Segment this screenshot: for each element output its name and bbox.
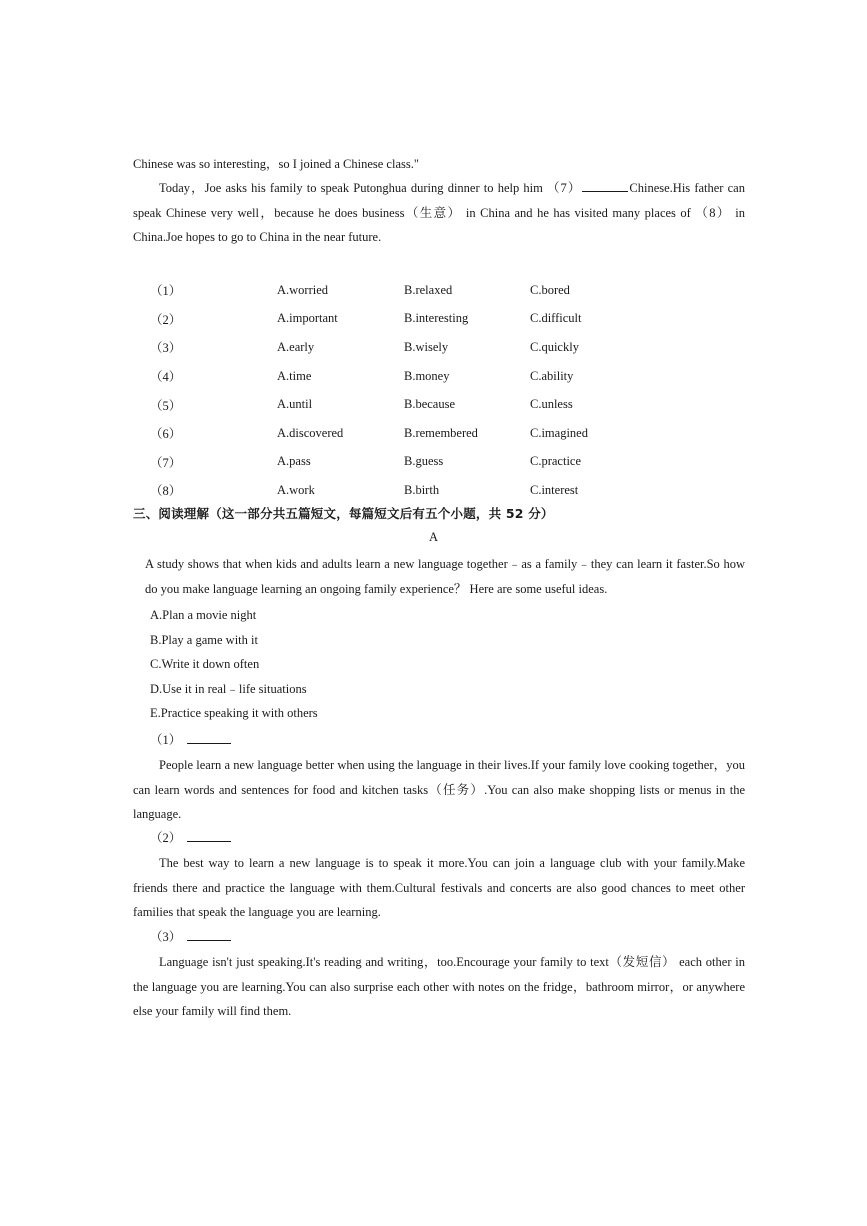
option-row	[150, 390, 650, 419]
question-1-number: （1）	[150, 733, 182, 747]
option-number: （7）	[150, 455, 182, 470]
cloze-text-after-blank-7: Chinese.His father can speak Chinese very well，because he does business（生意） in China and he has visited many places of （8） in China.Joe hopes to go to China in the near future.	[133, 181, 745, 245]
blank-q2	[187, 829, 231, 842]
option-c: C.bored	[530, 282, 570, 297]
passage-intro-text: A study shows that when kids and adults learn a new language together﹣as a family﹣they can learn it faster.So how do you make language learning an ongoing family experience？ Here are some useful ideas.	[145, 557, 745, 596]
option-a: A.discovered	[277, 425, 344, 440]
option-row	[150, 276, 650, 305]
option-a: A.worried	[277, 282, 329, 297]
cloze-paragraph-2	[133, 176, 745, 250]
option-number: （2）	[150, 312, 182, 327]
idea-b: B.Play a game with it	[150, 633, 258, 647]
option-row	[150, 333, 650, 362]
option-c: C.difficult	[530, 311, 582, 326]
option-a: A.work	[277, 482, 315, 497]
passage-label: A	[428, 530, 439, 544]
option-row	[150, 419, 650, 448]
option-number: （3）	[150, 341, 182, 356]
paragraph-2-text: The best way to learn a new language is to speak it more.You can join a language club with your family.Make friends there and practice the language with them.Cultural festivals and concerts are also good chances to meet other families that speak the language you are learning.	[133, 856, 745, 920]
option-c: C.interest	[530, 482, 579, 497]
question-3	[150, 927, 232, 947]
option-row	[150, 448, 650, 477]
option-row	[150, 476, 650, 505]
cloze-text-before-blank-7: Today，Joe asks his family to speak Putonghua during dinner to help him （7）	[159, 181, 582, 195]
question-2-number: （2）	[150, 831, 182, 845]
option-b: B.birth	[404, 482, 440, 497]
idea-e: E.Practice speaking it with others	[150, 706, 318, 720]
paragraph-1	[133, 753, 745, 827]
option-b: B.guess	[404, 454, 444, 469]
option-c: C.quickly	[530, 339, 579, 354]
option-c: C.imagined	[530, 425, 588, 440]
option-a: A.pass	[277, 454, 311, 469]
blank-q1	[187, 731, 231, 744]
blank-7	[582, 179, 628, 192]
option-row	[150, 362, 650, 391]
cloze-paragraph-end	[133, 152, 745, 177]
idea-d: D.Use it in real﹣life situations	[150, 682, 307, 696]
option-number: （1）	[150, 284, 182, 299]
paragraph-3	[133, 950, 745, 1024]
option-number: （8）	[150, 484, 182, 499]
question-1	[150, 730, 232, 750]
paragraph-2	[133, 851, 745, 925]
option-row	[150, 305, 650, 334]
option-c: C.unless	[530, 397, 573, 412]
paragraph-3-text: Language isn't just speaking.It's reading and writing，too.Encourage your family to text（发短信） each other in the language you are learning.You can also surprise each other with notes on the fridge，bathroom mirror，or anywhere else your family will find them.	[133, 955, 745, 1019]
question-2	[150, 828, 232, 848]
cloze-text-line: Chinese was so interesting，so I joined a Chinese class."	[133, 157, 419, 171]
option-c: C.ability	[530, 368, 574, 383]
option-b: B.wisely	[404, 339, 449, 354]
option-number: （4）	[150, 370, 182, 385]
question-3-number: （3）	[150, 930, 182, 944]
option-a: A.early	[277, 339, 315, 354]
blank-q3	[187, 928, 231, 941]
option-b: B.because	[404, 397, 456, 412]
idea-c: C.Write it down often	[150, 657, 260, 671]
option-b: B.relaxed	[404, 282, 453, 297]
option-a: A.time	[277, 368, 312, 383]
option-b: B.money	[404, 368, 450, 383]
passage-intro	[145, 552, 745, 601]
section-3-title: 三、阅读理解（这一部分共五篇短文，每篇短文后有五个小题，共 52 分）	[133, 506, 554, 521]
option-c: C.practice	[530, 454, 582, 469]
paragraph-1-text: People learn a new language better when using the language in their lives.If your family love cooking together，you can learn words and sentences for food and kitchen tasks（任务）.You can also make shopping lists or menus in the language.	[133, 758, 745, 822]
option-number: （6）	[150, 427, 182, 442]
option-a: A.important	[277, 311, 338, 326]
option-b: B.remembered	[404, 425, 478, 440]
option-b: B.interesting	[404, 311, 469, 326]
option-number: （5）	[150, 398, 182, 413]
options-table	[150, 276, 650, 505]
idea-a: A.Plan a movie night	[150, 608, 257, 622]
option-a: A.until	[277, 397, 313, 412]
